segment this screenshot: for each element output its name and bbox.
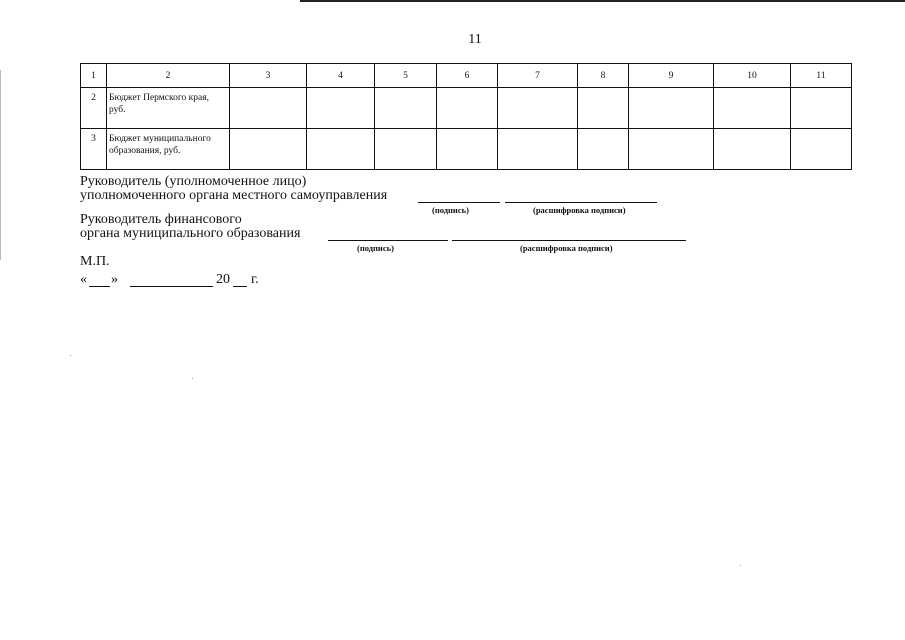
row-number: 2 [81,88,107,129]
table-header-row [81,64,852,88]
row-label-line: образования, руб. [109,146,181,156]
row-label [107,129,230,170]
decode-line [505,202,657,203]
header-cell: 3 [230,64,307,88]
table-cell [714,129,791,170]
date-close-quote: » [111,272,118,287]
table-cell [375,129,437,170]
table-cell [437,129,498,170]
table-cell [307,129,375,170]
table-cell [498,88,578,129]
table-cell [629,129,714,170]
date-month-line [130,286,213,287]
scan-speck [192,378,193,379]
date-open-quote: « [80,272,87,287]
signature-caption: (подпись) [357,243,394,253]
page-number: 11 [468,32,482,47]
header-cell: 5 [375,64,437,88]
header-cell: 7 [498,64,578,88]
date-year-prefix: 20 [216,272,230,287]
scan-edge-line [0,70,1,260]
head-title-line2: уполномоченного органа местного самоуправления [80,188,388,203]
date-year-line [233,286,247,287]
date-year-suffix: г. [251,272,259,287]
decode-caption: (расшифровка подписи) [520,243,613,253]
fin-title-line2: органа муниципального образования [80,226,301,241]
scan-speck [70,355,71,356]
fin-title-line1: Руководитель финансового [80,212,242,227]
decode-caption: (расшифровка подписи) [533,205,626,215]
header-cell: 11 [791,64,852,88]
table-cell [578,88,629,129]
header-cell: 2 [107,64,230,88]
table-row [81,129,852,170]
top-border-line [300,0,905,2]
signature-line [328,240,448,241]
scan-speck [740,565,741,566]
signature-caption: (подпись) [432,205,469,215]
header-cell: 8 [578,64,629,88]
decode-line [452,240,686,241]
table-row [81,88,852,129]
row-label [107,88,230,129]
table-cell [230,129,307,170]
header-cell: 9 [629,64,714,88]
table-cell [437,88,498,129]
header-cell: 4 [307,64,375,88]
table-cell [791,88,852,129]
stamp-placeholder: М.П. [80,254,110,269]
table-cell [714,88,791,129]
signature-line [418,202,500,203]
header-cell: 1 [81,64,107,88]
table-cell [791,129,852,170]
table-cell [375,88,437,129]
row-label-line: Бюджет муниципального [109,134,211,144]
row-label-line: руб. [109,105,126,115]
table-cell [498,129,578,170]
table-cell [578,129,629,170]
table-cell [307,88,375,129]
header-cell: 10 [714,64,791,88]
row-label-line: Бюджет Пермского края, [109,93,209,103]
budget-table [80,63,852,170]
table-cell [230,88,307,129]
date-day-line [89,286,110,287]
row-number: 3 [81,129,107,170]
header-cell: 6 [437,64,498,88]
head-title-line1: Руководитель (уполномоченное лицо) [80,174,307,189]
table-cell [629,88,714,129]
